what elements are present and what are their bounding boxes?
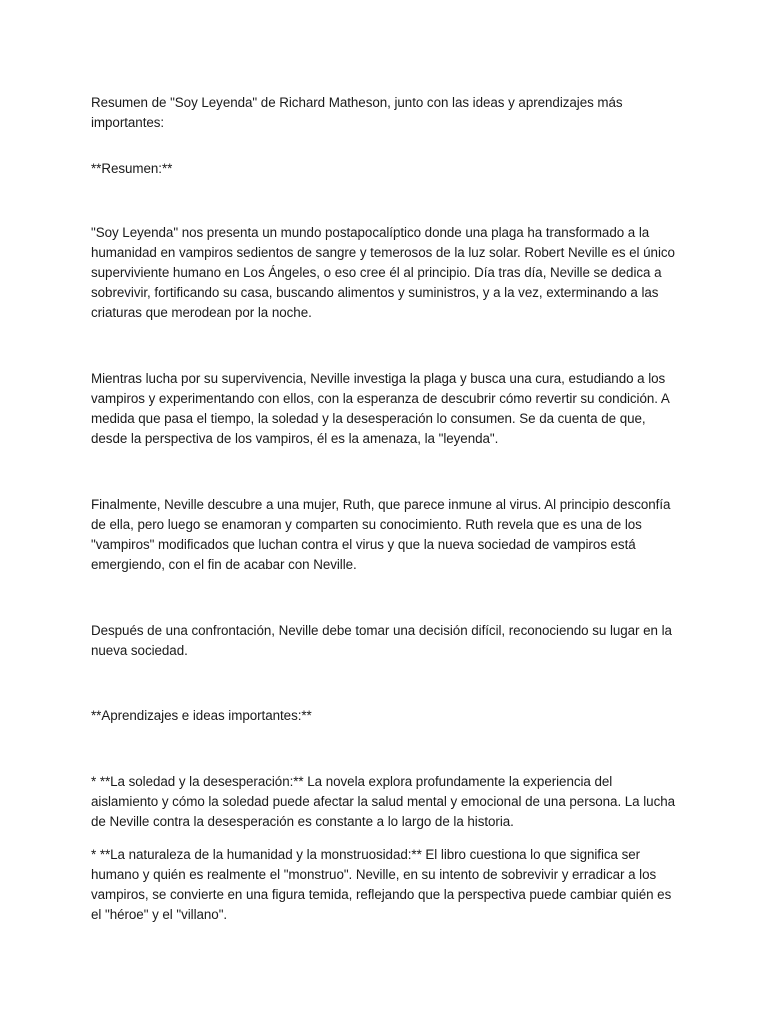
learning-item-solitude: * **La soledad y la desesperación:** La novela explora profundamente la experiencia del aislamiento y cómo la soledad puede afectar la salud mental y emocional de una persona. La lucha de Neville contra la desesperación es constante a lo largo de la historia. <box>91 774 676 829</box>
intro-line: Resumen de "Soy Leyenda" de Richard Matheson, junto con las ideas y aprendizajes más importantes: <box>91 95 623 130</box>
summary-heading: **Resumen:** <box>91 161 173 176</box>
summary-paragraph-3: Finalmente, Neville descubre a una mujer, Ruth, que parece inmune al virus. Al principio desconfía de ella, pero luego se enamoran y comparten su conocimiento. Ruth revela que es una de los "vampiros" modificados que luchan contra el virus y que la nueva sociedad de vampiros está emergiendo, con el fin de acabar con Neville. <box>91 497 671 572</box>
learning-item-humanity: * **La naturaleza de la humanidad y la monstruosidad:** El libro cuestiona lo que significa ser humano y quién es realmente el "monstruo". Neville, en su intento de sobrevivir y erradicar a los vampiros, se convierte en una figura temida, reflejando que la perspectiva puede cambiar quién es el "héroe" y el "villano". <box>91 847 672 922</box>
summary-paragraph-4: Después de una confrontación, Neville debe tomar una decisión difícil, reconociendo su lugar en la nueva sociedad. <box>91 623 672 658</box>
summary-paragraph-1: "Soy Leyenda" nos presenta un mundo postapocalíptico donde una plaga ha transformado a la humanidad en vampiros sedientos de sangre y temerosos de la luz solar. Robert Neville es el único superviviente humano en Los Ángeles, o eso cree él al principio. Día tras día, Neville se dedica a sobrevivir, fortificando su casa, buscando alimentos y suministros, y a la vez, exterminando a las criaturas que merodean por la noche. <box>91 225 675 320</box>
summary-paragraph-2: Mientras lucha por su supervivencia, Neville investiga la plaga y busca una cura, estudiando a los vampiros y experimentando con ellos, con la esperanza de descubrir cómo revertir su condición. A medida que pasa el tiempo, la soledad y la desesperación lo consumen. Se da cuenta de que, desde la perspectiva de los vampiros, él es la amenaza, la "leyenda". <box>91 371 669 446</box>
learnings-heading: **Aprendizajes e ideas importantes:** <box>91 708 312 723</box>
